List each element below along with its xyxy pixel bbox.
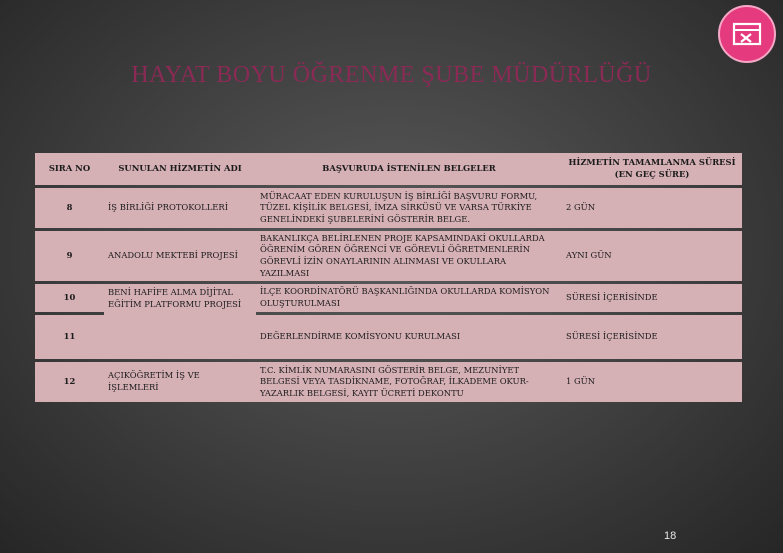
page-title: HAYAT BOYU ÖĞRENME ŞUBE MÜDÜRLÜĞÜ (131, 62, 652, 88)
cell-no: 11 (35, 315, 104, 359)
table-row (35, 362, 742, 402)
header-service-name: SUNULAN HİZMETİN ADI (104, 153, 256, 185)
cell-no: 12 (35, 362, 104, 402)
slide-number: 18 (664, 530, 677, 542)
cell-duration: SÜRESİ İÇERİSİNDE (562, 315, 742, 359)
table-header-row (35, 153, 742, 185)
cell-service: AÇIKÖĞRETİM İŞ VE İŞLEMLERİ (104, 362, 256, 402)
services-table (35, 150, 742, 405)
cell-no: 9 (35, 231, 104, 281)
table-row (35, 188, 742, 228)
header-documents: BAŞVURUDA İSTENİLEN BELGELER (256, 153, 562, 185)
cell-documents: DEĞERLENDİRME KOMİSYONU KURULMASI (256, 315, 562, 359)
cell-service: BENİ HAFİFE ALMA DİJİTAL EĞİTİM PLATFORMU PROJESİ (104, 284, 256, 359)
cell-no: 10 (35, 284, 104, 312)
cell-documents: T.C. KİMLİK NUMARASINI GÖSTERİR BELGE, MEZUNİYET BELGESİ VEYA TASDİKNAME, FOTOĞRAF, İLKADEME OKUR-YAZARLIK BELGESİ, KAYIT ÜCRETİ DEKONTU (256, 362, 562, 402)
cell-duration: 1 GÜN (562, 362, 742, 402)
cell-no: 8 (35, 188, 104, 228)
exit-slideshow-icon (732, 21, 762, 47)
cell-duration: SÜRESİ İÇERİSİNDE (562, 284, 742, 312)
cell-documents: BAKANLIKÇA BELİRLENEN PROJE KAPSAMINDAKİ OKULLARDA ÖĞRENİM GÖREN ÖĞRENCİ VE GÖREVLİ ÖĞRETMENLERİN GÖREVLİ İZİN ONAYLARININ ALINMASI VE OKULLARA YAZILMASI (256, 231, 562, 281)
exit-slideshow-button[interactable] (718, 5, 776, 63)
table-row (35, 284, 742, 312)
cell-documents: İLÇE KOORDİNATÖRÜ BAŞKANLIĞINDA OKULLARDA KOMİSYON OLUŞTURULMASI (256, 284, 562, 312)
table-row (35, 231, 742, 281)
cell-service: ANADOLU MEKTEBİ PROJESİ (104, 231, 256, 281)
cell-service: İŞ BİRLİĞİ PROTOKOLLERİ (104, 188, 256, 228)
header-duration: HİZMETİN TAMAMLANMA SÜRESİ (EN GEÇ SÜRE) (562, 153, 742, 185)
header-sira-no: SIRA NO (35, 153, 104, 185)
cell-duration: AYNI GÜN (562, 231, 742, 281)
cell-documents: MÜRACAAT EDEN KURULUŞUN İŞ BİRLİĞİ BAŞVURU FORMU, TÜZEL KİŞİLİK BELGESİ, İMZA SİRKÜSÜ VE VARSA TÜRKİYE GENELİNDEKİ ŞUBELERİNİ GÖSTERİR BELGE. (256, 188, 562, 228)
cell-duration: 2 GÜN (562, 188, 742, 228)
